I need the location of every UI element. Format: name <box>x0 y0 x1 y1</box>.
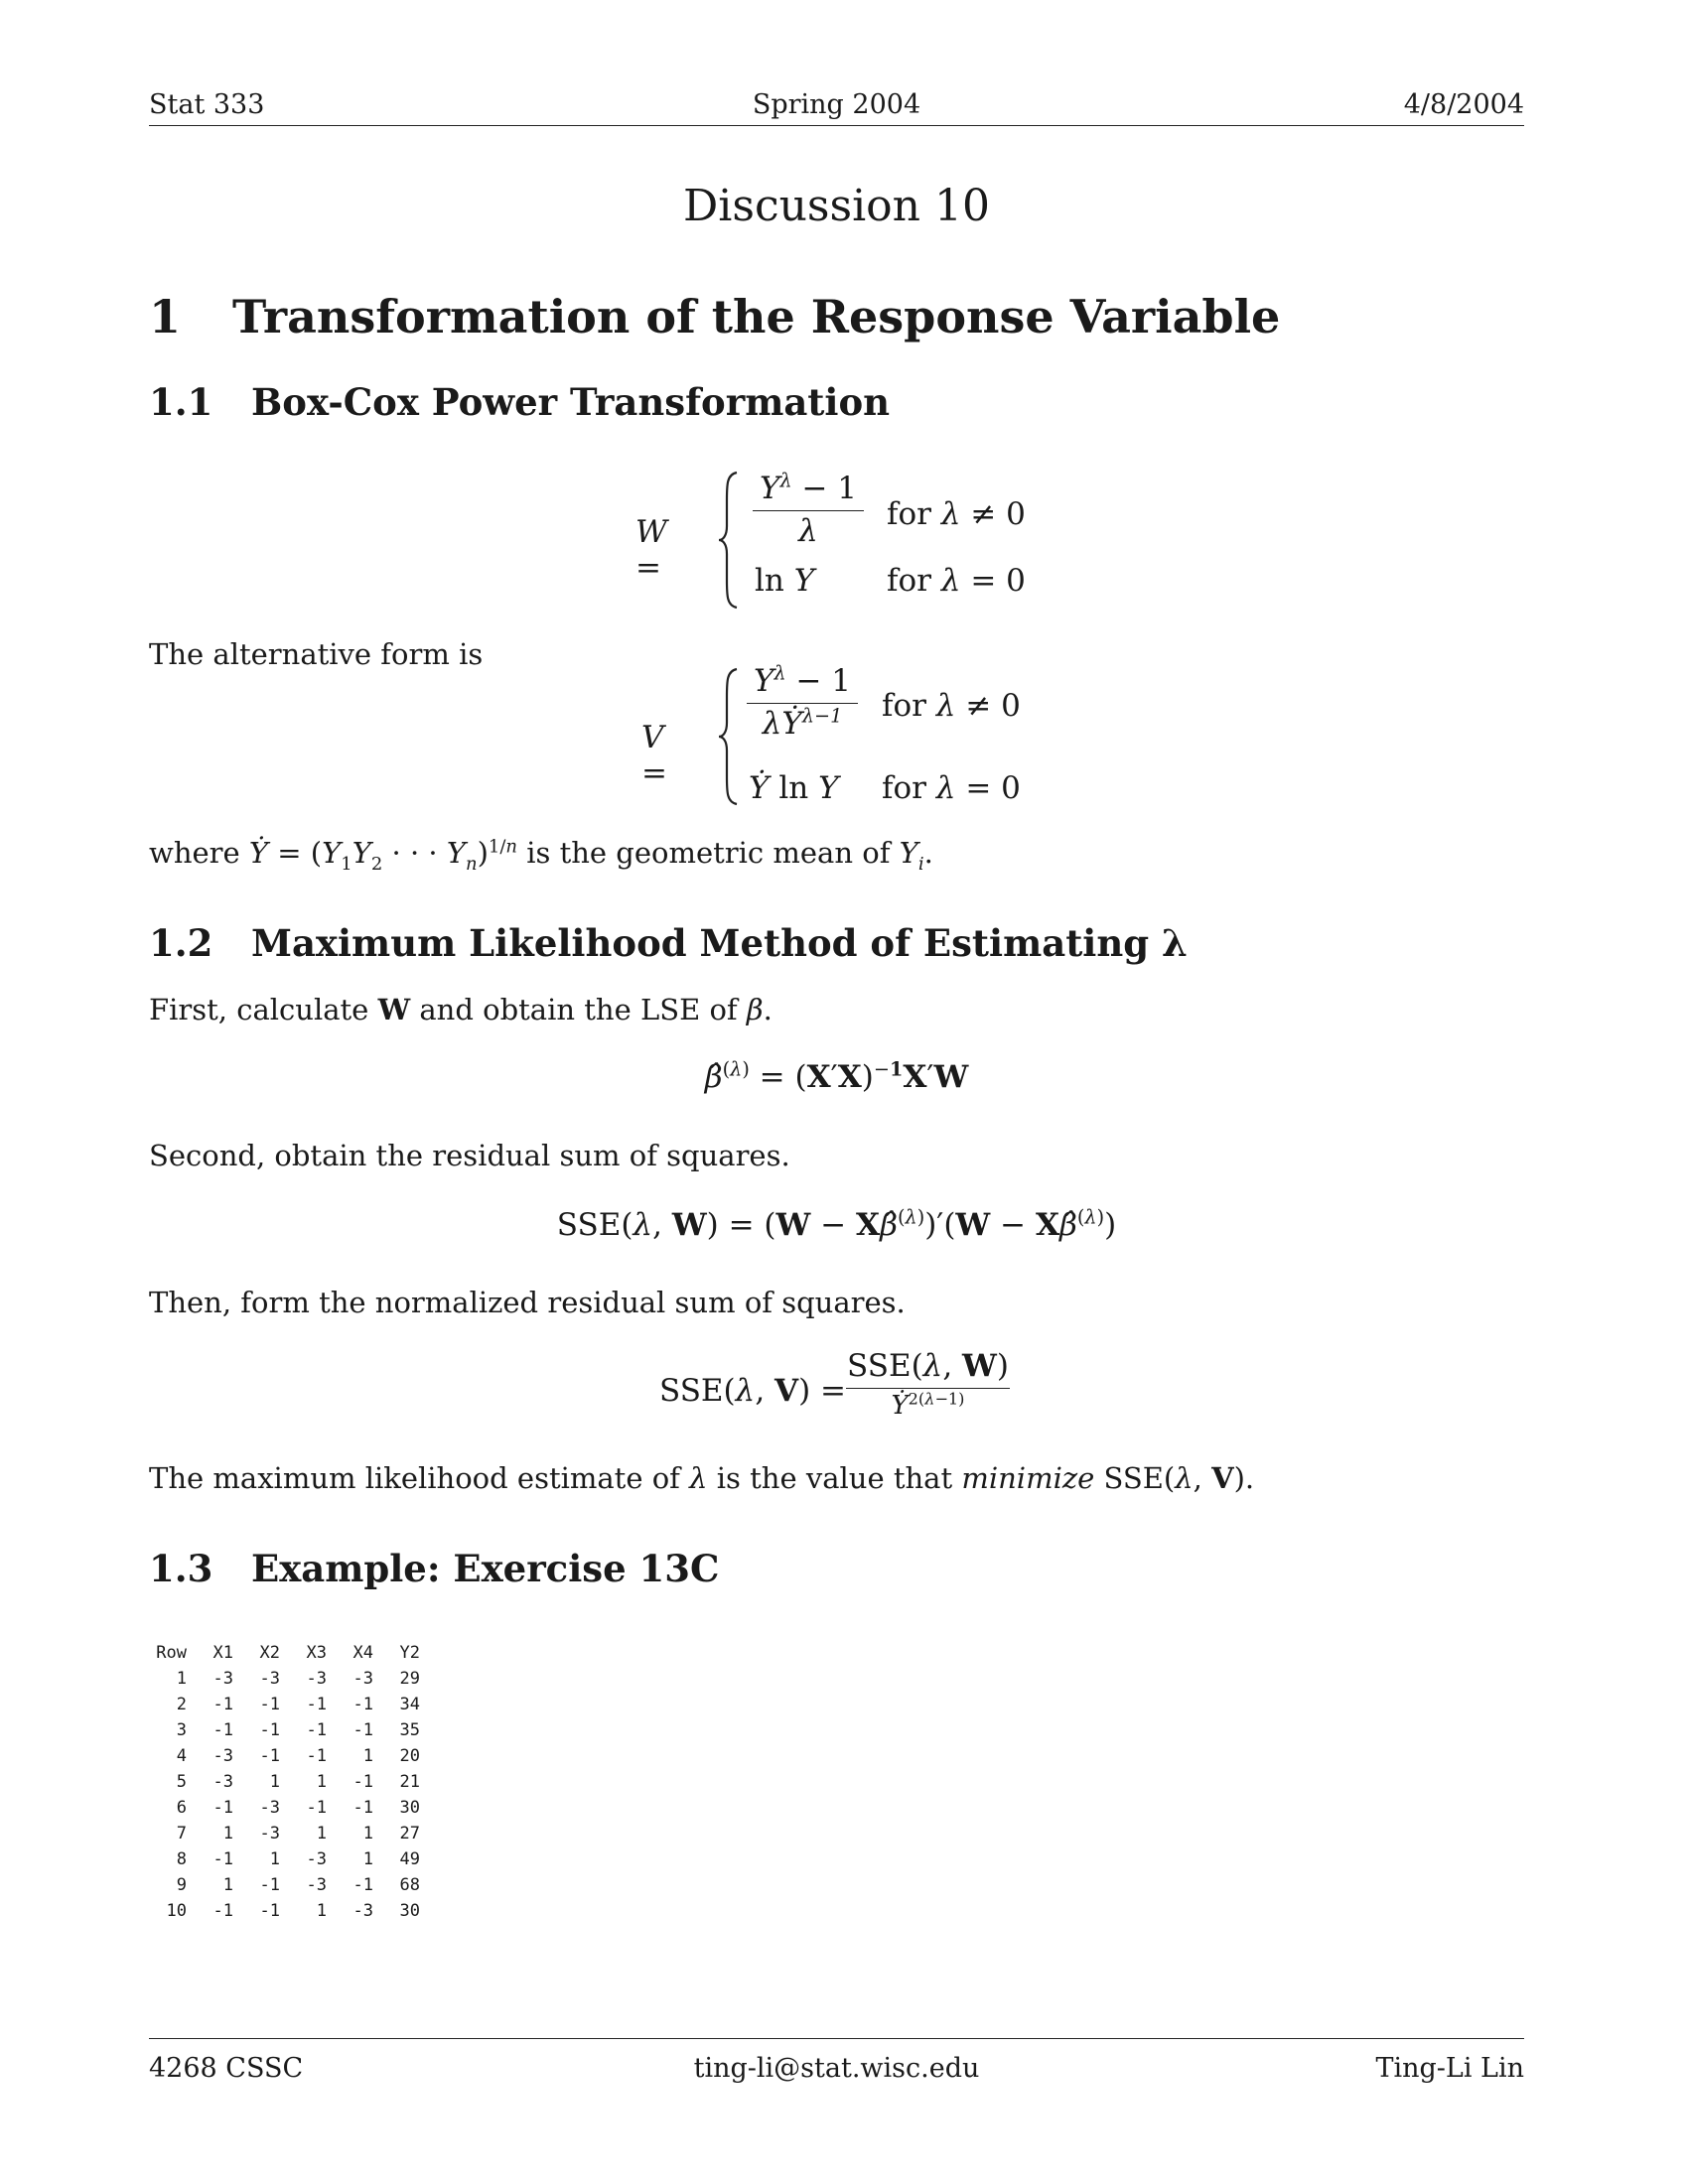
subsection-1-1-heading <box>149 380 890 424</box>
table-cell: -1 <box>212 1849 233 1869</box>
paragraph-step-1: First, calculate W and obtain the LSE of β. <box>149 993 773 1026</box>
table-cell: -1 <box>352 1720 373 1740</box>
table-cell: 1 <box>362 1849 373 1869</box>
table-cell: -1 <box>259 1875 280 1895</box>
section-title: Example: Exercise 13C <box>251 1547 720 1590</box>
data-table <box>149 1640 420 1924</box>
footer-rule <box>149 2038 1524 2039</box>
table-cell: 10 <box>166 1901 187 1921</box>
table-row <box>149 1846 420 1872</box>
table-cell: 1 <box>176 1669 187 1689</box>
table-cell: -1 <box>352 1695 373 1714</box>
equation-lhs: V = <box>641 720 667 791</box>
section-1-heading <box>149 290 1280 343</box>
column-header: Y2 <box>399 1643 420 1663</box>
table-cell: 1 <box>269 1849 280 1869</box>
paragraph-mle: The maximum likelihood estimate of λ is the value that minimize SSE(λ, V). <box>149 1461 1255 1495</box>
table-row <box>149 1717 420 1743</box>
section-title: Box-Cox Power Transformation <box>251 380 891 424</box>
table-cell: 30 <box>399 1901 420 1921</box>
table-cell: -3 <box>306 1849 327 1869</box>
section-number: 1.1 <box>149 380 213 424</box>
table-cell: -1 <box>259 1746 280 1766</box>
case-condition: for λ = 0 <box>887 563 1026 599</box>
table-cell: 1 <box>316 1772 327 1792</box>
table-cell: -1 <box>212 1798 233 1818</box>
section-title: Transformation of the Response Variable <box>232 290 1281 343</box>
table-cell: 35 <box>399 1720 420 1740</box>
header-term: Spring 2004 <box>752 89 921 120</box>
table-cell: 6 <box>176 1798 187 1818</box>
left-brace-icon <box>717 667 739 806</box>
table-cell: 1 <box>222 1875 233 1895</box>
column-header: X1 <box>212 1643 233 1663</box>
table-cell: 27 <box>399 1824 420 1843</box>
subsection-1-2-heading <box>149 921 1188 965</box>
table-cell: -1 <box>306 1746 327 1766</box>
table-cell: -1 <box>212 1695 233 1714</box>
table-cell: -3 <box>259 1824 280 1843</box>
column-header: X4 <box>352 1643 373 1663</box>
table-cell: -3 <box>352 1669 373 1689</box>
case-condition: for λ ≠ 0 <box>887 496 1026 532</box>
header-course: Stat 333 <box>149 89 265 120</box>
table-cell: -3 <box>259 1798 280 1818</box>
paragraph-alternative: The alternative form is <box>149 637 484 671</box>
table-row <box>149 1898 420 1924</box>
table-cell: 4 <box>176 1746 187 1766</box>
table-row <box>149 1795 420 1821</box>
table-cell: -1 <box>306 1695 327 1714</box>
table-cell: -3 <box>352 1901 373 1921</box>
column-header: X3 <box>306 1643 327 1663</box>
table-cell: 34 <box>399 1695 420 1714</box>
table-cell: -1 <box>306 1720 327 1740</box>
table-cell: -1 <box>352 1772 373 1792</box>
section-number: 1 <box>149 290 182 343</box>
case-expression: Ẏ ln Y <box>749 770 839 806</box>
table-cell: 68 <box>399 1875 420 1895</box>
table-body <box>149 1666 420 1924</box>
table-row <box>149 1743 420 1769</box>
column-header: Row <box>156 1643 187 1663</box>
table-row <box>149 1769 420 1795</box>
table-cell: 49 <box>399 1849 420 1869</box>
table-cell: 1 <box>269 1772 280 1792</box>
table-cell: 29 <box>399 1669 420 1689</box>
paragraph-step-3: Then, form the normalized residual sum of squares. <box>149 1286 906 1319</box>
table-header-row <box>149 1640 420 1666</box>
equation-lhs: W = <box>635 514 667 586</box>
table-cell: -3 <box>306 1875 327 1895</box>
paragraph-geometric-mean: where Ẏ = ($Y_1Y_2$ · · · $Y_n)^{1/n}$ is the geometric mean of $Y_i$. <box>149 836 933 875</box>
table-cell: 1 <box>316 1901 327 1921</box>
table-cell: 2 <box>176 1695 187 1714</box>
table-row <box>149 1692 420 1717</box>
table-cell: -1 <box>352 1798 373 1818</box>
section-number: 1.2 <box>149 921 213 965</box>
case-condition: for λ = 0 <box>882 770 1021 806</box>
subsection-1-3-heading <box>149 1547 719 1590</box>
table-cell: -1 <box>259 1720 280 1740</box>
table-row <box>149 1666 420 1692</box>
table-cell: -3 <box>306 1669 327 1689</box>
section-number: 1.3 <box>149 1547 213 1590</box>
footer-email: ting-li@stat.wisc.edu <box>693 2053 980 2084</box>
table-cell: -1 <box>212 1720 233 1740</box>
fraction: SSE(λ, W) Ẏ$^{2(\lambda-1)}$ <box>847 1348 1009 1421</box>
column-header: X2 <box>259 1643 280 1663</box>
table-cell: 9 <box>176 1875 187 1895</box>
table-cell: 7 <box>176 1824 187 1843</box>
footer-office: 4268 CSSC <box>149 2053 304 2084</box>
footer-author: Ting-Li Lin <box>1375 2053 1524 2084</box>
table-cell: -1 <box>352 1875 373 1895</box>
header-date: 4/8/2004 <box>1403 89 1524 120</box>
table-cell: 1 <box>362 1746 373 1766</box>
page-title: Discussion 10 <box>683 181 990 231</box>
equation-beta-hat: β̂$^{(\lambda)}$ = $(X'X)^{-1}X'W$ <box>704 1057 969 1095</box>
section-title: Maximum Likelihood Method of Estimating λ <box>251 921 1188 965</box>
table-cell: 20 <box>399 1746 420 1766</box>
header-rule <box>149 125 1524 126</box>
left-brace-icon <box>717 471 739 610</box>
equation-sse-w: SSE(λ, W) = (W − Xβ̂$^{(\lambda)}$)′(W − Xβ̂$^{(\lambda)}$) <box>556 1205 1117 1243</box>
table-cell: 1 <box>222 1824 233 1843</box>
table-cell: -3 <box>212 1669 233 1689</box>
table-row <box>149 1872 420 1898</box>
case-condition: for λ ≠ 0 <box>882 688 1021 724</box>
fraction: $Y^\lambda - 1$ λ <box>753 471 864 549</box>
table-cell: 30 <box>399 1798 420 1818</box>
table-row <box>149 1821 420 1846</box>
case-expression: ln Y <box>755 563 815 599</box>
table-cell: -1 <box>306 1798 327 1818</box>
equation-lhs: SSE(λ, V) = <box>659 1373 847 1409</box>
paragraph-step-2: Second, obtain the residual sum of squares. <box>149 1139 790 1172</box>
table-cell: -3 <box>212 1746 233 1766</box>
table-cell: 8 <box>176 1849 187 1869</box>
table-cell: -3 <box>212 1772 233 1792</box>
table-cell: 1 <box>362 1824 373 1843</box>
table-cell: -1 <box>259 1901 280 1921</box>
table-cell: 3 <box>176 1720 187 1740</box>
table-cell: -1 <box>212 1901 233 1921</box>
table-cell: 21 <box>399 1772 420 1792</box>
table-cell: -1 <box>259 1695 280 1714</box>
table-cell: 1 <box>316 1824 327 1843</box>
fraction: $Y^\lambda - 1$ λẎ$^{\lambda-1}$ <box>747 663 858 742</box>
table-cell: 5 <box>176 1772 187 1792</box>
table-cell: -3 <box>259 1669 280 1689</box>
